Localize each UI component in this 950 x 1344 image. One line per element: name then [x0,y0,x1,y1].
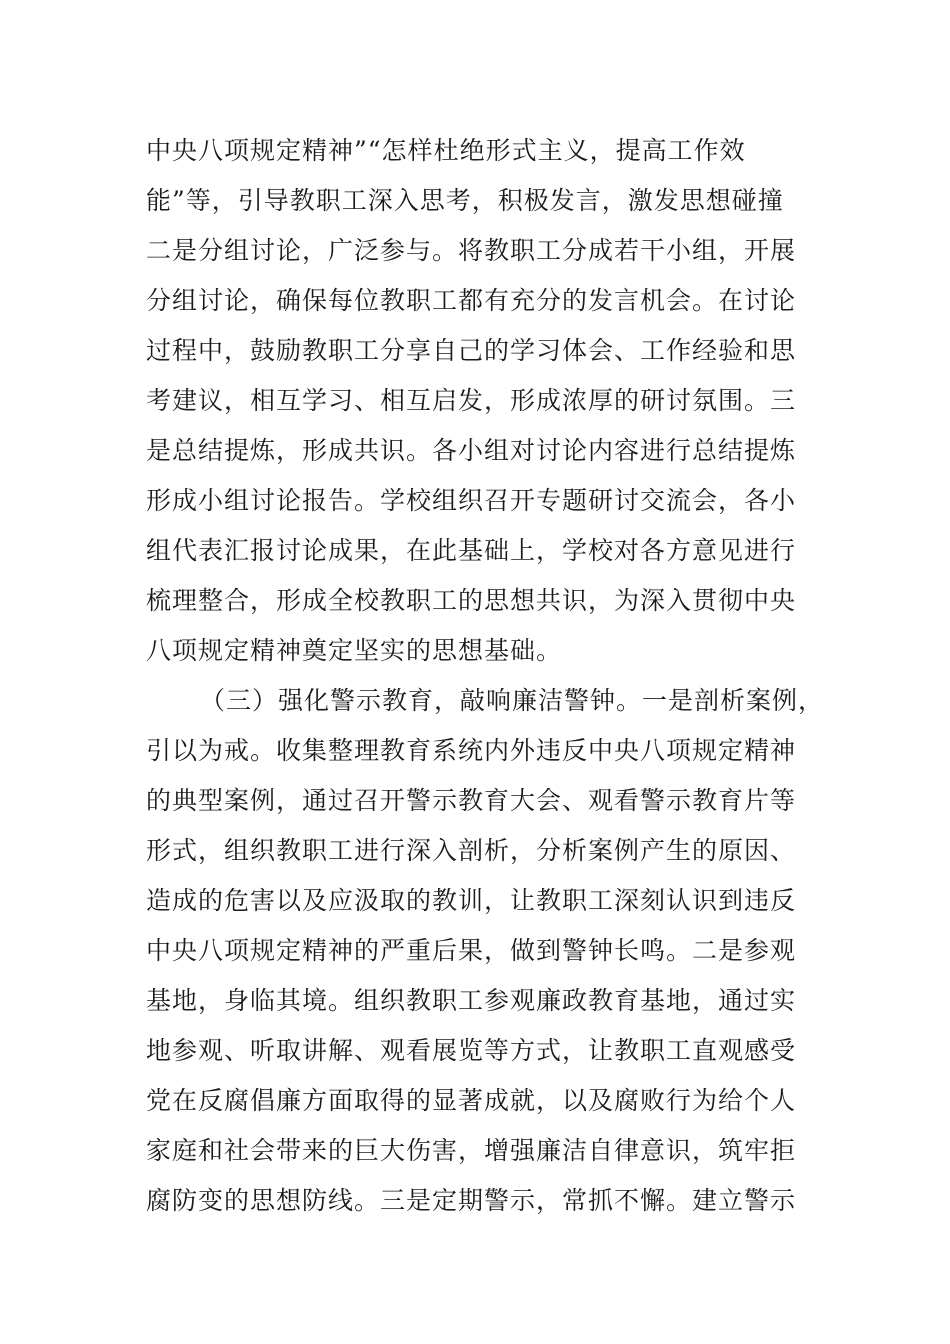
text-line: 造成的危害以及应汲取的教训，让教职工深刻认识到违反 [146,886,797,915]
text-line: 的典型案例，通过召开警示教育大会、观看警示教育片等 [146,786,797,815]
text-line: 过程中，鼓励教职工分享自己的学习体会、工作经验和思 [146,336,797,365]
text-line: 中央八项规定精神的严重后果，做到警钟长鸣。二是参观 [146,936,797,965]
text-line: 家庭和社会带来的巨大伤害，增强廉洁自律意识，筑牢拒 [146,1136,797,1165]
text-line: 组代表汇报讨论成果，在此基础上，学校对各方意见进行 [146,536,797,565]
text-line: 形式，组织教职工进行深入剖析，分析案例产生的原因、 [146,836,797,865]
text-line: 是总结提炼，形成共识。各小组对讨论内容进行总结提炼 [146,436,797,465]
text-line: 分组讨论，确保每位教职工都有充分的发言机会。在讨论 [146,286,797,315]
text-line: 考建议，相互学习、相互启发，形成浓厚的研讨氛围。三 [146,386,797,415]
text-line: 二是分组讨论，广泛参与。将教职工分成若干小组，开展 [146,236,797,265]
text-line: 基地，身临其境。组织教职工参观廉政教育基地，通过实 [146,986,797,1015]
text-line: 梳理整合，形成全校教职工的思想共识，为深入贯彻中央 [146,586,797,615]
text-line: 党在反腐倡廉方面取得的显著成就，以及腐败行为给个人 [146,1086,797,1115]
text-line: 八项规定精神奠定坚实的思想基础。 [146,636,563,665]
text-line: 中央八项规定精神”“怎样杜绝形式主义，提高工作效 [146,136,746,165]
text-line: 腐防变的思想防线。三是定期警示，常抓不懈。建立警示 [146,1186,797,1215]
text-line: 能”等，引导教职工深入思考，积极发言，激发思想碰撞 [146,186,784,215]
section-heading-line: （三）强化警示教育，敲响廉洁警钟。一是剖析案例， [200,686,825,715]
text-line: 形成小组讨论报告。学校组织召开专题研讨交流会，各小 [146,486,797,515]
text-line: 地参观、听取讲解、观看展览等方式，让教职工直观感受 [146,1036,797,1065]
text-line: 引以为戒。收集整理教育系统内外违反中央八项规定精神 [146,736,797,765]
